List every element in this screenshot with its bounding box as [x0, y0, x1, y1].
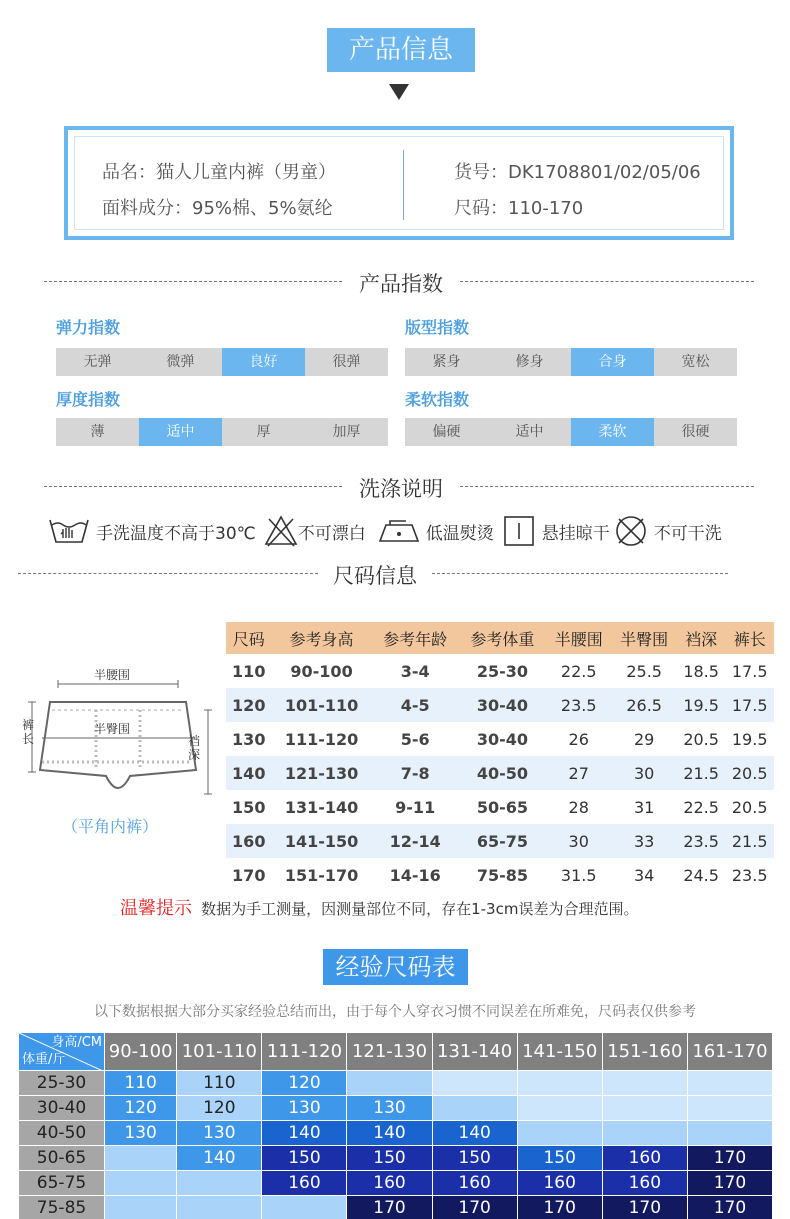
- index-label: 柔软指数: [405, 390, 470, 409]
- cell: 26.5: [611, 688, 676, 722]
- no-bleach-icon: [264, 515, 298, 547]
- experience-header: [19, 1033, 773, 1071]
- height-header: 141-150: [517, 1033, 602, 1071]
- table-row: [226, 654, 774, 688]
- cell: 121-130: [272, 756, 372, 790]
- cell: 27: [546, 756, 611, 790]
- size-cell: 150: [262, 1146, 347, 1171]
- divider-line: [432, 573, 728, 574]
- size-cell: 170: [687, 1146, 772, 1171]
- cell: 21.5: [725, 824, 774, 858]
- column-header: 裆深: [677, 622, 726, 654]
- size-cell: 140: [432, 1121, 517, 1146]
- divider-line: [460, 486, 754, 487]
- cell: 3-4: [400, 661, 430, 681]
- size-cell: [687, 1121, 772, 1146]
- cell: 30: [611, 756, 676, 790]
- index-option: 无弹: [83, 354, 112, 370]
- size-cell: [602, 1096, 687, 1121]
- size-cell: [432, 1096, 517, 1121]
- index-label: 版型指数: [405, 318, 470, 337]
- cell: 30: [546, 824, 611, 858]
- size-cell: 110: [177, 1071, 262, 1096]
- tip-text: 数据为手工测量，因测量部位不同，存在1-3cm误差为合理范围。: [201, 900, 639, 918]
- cell: 150: [232, 797, 266, 817]
- size-cell: 140: [347, 1121, 432, 1146]
- cell: 33: [611, 824, 676, 858]
- height-header: 101-110: [177, 1033, 262, 1071]
- cell: 19.5: [677, 688, 726, 722]
- cell: 120: [226, 688, 272, 722]
- size-cell: 130: [105, 1121, 177, 1146]
- cell: 14-16: [389, 865, 441, 885]
- cell: 75-85: [476, 865, 528, 885]
- size-cell: 130: [177, 1121, 262, 1146]
- cell: 65-75: [459, 824, 546, 858]
- cell: 34: [633, 865, 655, 885]
- cell: 19.5: [731, 729, 768, 749]
- index-option-selected: 良好: [222, 348, 305, 376]
- corner-height-label: 身高/CM: [51, 1035, 102, 1050]
- cell: 25.5: [626, 661, 662, 681]
- weight-header: 75-85: [19, 1196, 105, 1219]
- cell: 21.5: [677, 756, 726, 790]
- product-info-box: [64, 126, 734, 240]
- cell: 170: [232, 865, 266, 885]
- column-header: 参考身高: [272, 622, 372, 654]
- size-cell: [517, 1096, 602, 1121]
- index-label: 厚度指数: [56, 390, 121, 409]
- wash-title: 洗涤说明: [359, 477, 443, 501]
- divider-line: [44, 281, 342, 282]
- info-divider: [403, 150, 404, 220]
- cell: 23.5: [677, 824, 726, 858]
- product-material: 面料成分：95%棉、5%氨纶: [102, 198, 333, 219]
- cell: 9-11: [395, 797, 436, 817]
- cell: 31.5: [560, 865, 597, 885]
- table-row: [226, 756, 774, 790]
- cell: 110: [232, 661, 266, 681]
- height-header: 111-120: [262, 1033, 347, 1071]
- index-option: 很弹: [332, 354, 361, 370]
- size-cell: 170: [517, 1196, 602, 1219]
- wash-label: 手洗温度不高于30℃: [96, 523, 256, 544]
- experience-size-table: [18, 1032, 773, 1219]
- cell: 23.5: [546, 688, 611, 722]
- index-option: 微弹: [166, 354, 195, 370]
- size-cell: [105, 1171, 177, 1196]
- size-cell: 120: [262, 1071, 347, 1096]
- cell: 22.5: [560, 661, 597, 681]
- low-iron-icon: [376, 517, 422, 545]
- product-size-range: 尺码：110-170: [454, 198, 584, 219]
- softness-index-bar: [405, 418, 737, 446]
- size-cell: [432, 1071, 517, 1096]
- wash-instructions: [48, 514, 748, 548]
- index-option: 修身: [515, 354, 544, 370]
- cell: 130: [232, 729, 266, 749]
- divider-line: [44, 486, 342, 487]
- weight-header: 65-75: [19, 1171, 105, 1196]
- diagram-caption: （平角内裤）: [62, 817, 159, 836]
- table-row: [226, 790, 774, 824]
- length-label: 裤长: [22, 718, 35, 746]
- cell: 50-65: [476, 797, 528, 817]
- cell: 31: [633, 797, 655, 817]
- cell: 30-40: [459, 688, 546, 722]
- product-info-title: 产品信息: [327, 28, 475, 72]
- size-cell: [105, 1196, 177, 1219]
- cell: 151-170: [284, 865, 359, 885]
- size-cell: 170: [347, 1196, 432, 1219]
- cell: 40-50: [459, 756, 546, 790]
- weight-header: 40-50: [19, 1121, 105, 1146]
- table-row: [226, 722, 774, 756]
- index-option-selected: 适中: [139, 418, 222, 446]
- height-header: 161-170: [687, 1033, 772, 1071]
- size-cell: 160: [602, 1146, 687, 1171]
- weight-header: 30-40: [19, 1096, 105, 1121]
- size-info-title: 尺码信息: [333, 564, 417, 588]
- cell: 29: [633, 729, 655, 749]
- wash-label: 低温熨烫: [425, 523, 494, 544]
- size-cell: [517, 1121, 602, 1146]
- column-header: 半腰围: [546, 622, 611, 654]
- product-sku: 货号：DK1708801/02/05/06: [454, 162, 701, 183]
- column-header: 参考体重: [459, 622, 546, 654]
- weight-header: 25-30: [19, 1071, 105, 1096]
- size-cell: 160: [602, 1171, 687, 1196]
- cell: 17.5: [731, 661, 768, 681]
- cell: 25-30: [476, 661, 528, 681]
- down-arrow-icon: [389, 84, 409, 100]
- corner-header: [19, 1033, 105, 1071]
- elasticity-index-bar: [56, 348, 388, 376]
- size-cell: 130: [262, 1096, 347, 1121]
- index-option: 加厚: [332, 424, 361, 440]
- experience-subtitle: 以下数据根据大部分买家经验总结而出，由于每个人穿衣习惯不同误差在所难免，尺码表仅供参考: [94, 1004, 696, 1020]
- size-table: [226, 622, 774, 892]
- cell: 111-120: [284, 729, 359, 749]
- cell: 26: [568, 729, 589, 749]
- table-row: [19, 1146, 773, 1171]
- size-cell: [177, 1196, 262, 1219]
- size-cell: 170: [602, 1196, 687, 1219]
- waist-label: 半腰围: [94, 668, 131, 682]
- cell: 5-6: [400, 729, 430, 749]
- tip-label: 温馨提示: [120, 898, 192, 919]
- height-header: 131-140: [432, 1033, 517, 1071]
- table-row: [226, 824, 774, 858]
- index-option-selected: 柔软: [571, 418, 654, 446]
- column-header: 半臀围: [611, 622, 676, 654]
- height-header: 90-100: [105, 1033, 177, 1071]
- size-diagram: [18, 660, 218, 840]
- size-cell: 140: [177, 1146, 262, 1171]
- size-cell: [602, 1071, 687, 1096]
- height-header: 151-160: [602, 1033, 687, 1071]
- no-dry-clean-icon: [614, 514, 648, 548]
- size-cell: 150: [517, 1146, 602, 1171]
- column-header: 尺码: [226, 622, 272, 654]
- cell: 20.5: [731, 797, 768, 817]
- size-cell: 170: [687, 1196, 772, 1219]
- size-cell: 140: [262, 1121, 347, 1146]
- size-cell: 130: [347, 1096, 432, 1121]
- size-table-header: [226, 622, 774, 654]
- thickness-index-bar: [56, 418, 388, 446]
- size-cell: 150: [347, 1146, 432, 1171]
- corner-weight-label: 体重/斤: [22, 1052, 66, 1067]
- index-option: 宽松: [681, 354, 710, 370]
- product-name: 品名：猫人儿童内裤（男童）: [102, 162, 336, 183]
- size-cell: 120: [177, 1096, 262, 1121]
- divider-line: [460, 281, 754, 282]
- size-cell: 160: [432, 1171, 517, 1196]
- table-row: [19, 1171, 773, 1196]
- index-option-selected: 合身: [571, 348, 654, 376]
- measurement-tip: [120, 894, 638, 920]
- wash-label: 不可漂白: [297, 523, 366, 544]
- size-cell: 170: [687, 1171, 772, 1196]
- column-header: 参考年龄: [372, 622, 459, 654]
- cell: 12-14: [372, 824, 459, 858]
- table-row: [19, 1071, 773, 1096]
- cell: 160: [226, 824, 272, 858]
- weight-header: 50-65: [19, 1146, 105, 1171]
- index-option: 适中: [515, 424, 544, 440]
- size-cell: 120: [105, 1096, 177, 1121]
- size-cell: 160: [347, 1171, 432, 1196]
- divider-line: [18, 573, 318, 574]
- size-cell: 110: [105, 1071, 177, 1096]
- size-cell: [177, 1171, 262, 1196]
- table-row: [19, 1096, 773, 1121]
- table-row: [226, 688, 774, 722]
- cell: 17.5: [725, 688, 774, 722]
- hip-label: 半臀围: [94, 722, 131, 736]
- index-label: 弹力指数: [56, 318, 121, 337]
- size-cell: 160: [262, 1171, 347, 1196]
- index-option: 薄: [90, 424, 105, 440]
- index-option: 偏硬: [432, 424, 461, 440]
- size-cell: [517, 1071, 602, 1096]
- size-cell: [347, 1071, 432, 1096]
- drip-dry-icon: [502, 515, 536, 547]
- cell: 131-140: [284, 797, 359, 817]
- cell: 24.5: [683, 865, 719, 885]
- experience-title: 经验尺码表: [323, 949, 468, 985]
- table-row: [19, 1121, 773, 1146]
- table-row: [19, 1196, 773, 1219]
- indices-title: 产品指数: [359, 272, 443, 296]
- size-cell: [105, 1146, 177, 1171]
- index-option: 很硬: [681, 424, 710, 440]
- index-option: 紧身: [432, 354, 461, 370]
- index-option: 厚: [256, 424, 271, 440]
- size-cell: [687, 1071, 772, 1096]
- cell: 140: [226, 756, 272, 790]
- cell: 4-5: [372, 688, 459, 722]
- size-cell: [602, 1121, 687, 1146]
- rise-label: 裆深: [188, 734, 201, 762]
- size-cell: 160: [517, 1171, 602, 1196]
- size-cell: [262, 1196, 347, 1219]
- cell: 101-110: [272, 688, 372, 722]
- cell: 18.5: [683, 661, 719, 681]
- cell: 22.5: [683, 797, 719, 817]
- cell: 20.5: [725, 756, 774, 790]
- cell: 28: [568, 797, 589, 817]
- size-cell: 170: [432, 1196, 517, 1219]
- table-row: [226, 858, 774, 892]
- size-cell: [687, 1096, 772, 1121]
- height-header: 121-130: [347, 1033, 432, 1071]
- cell: 7-8: [372, 756, 459, 790]
- hand-wash-icon: [48, 516, 90, 546]
- cell: 23.5: [731, 865, 768, 885]
- cell: 30-40: [476, 729, 528, 749]
- cell: 141-150: [272, 824, 372, 858]
- wash-label: 悬挂晾干: [541, 523, 610, 544]
- size-cell: 150: [432, 1146, 517, 1171]
- fit-index-bar: [405, 348, 737, 376]
- cell: 20.5: [683, 729, 719, 749]
- column-header: 裤长: [725, 622, 774, 654]
- wash-label: 不可干洗: [653, 523, 722, 544]
- cell: 90-100: [290, 661, 353, 681]
